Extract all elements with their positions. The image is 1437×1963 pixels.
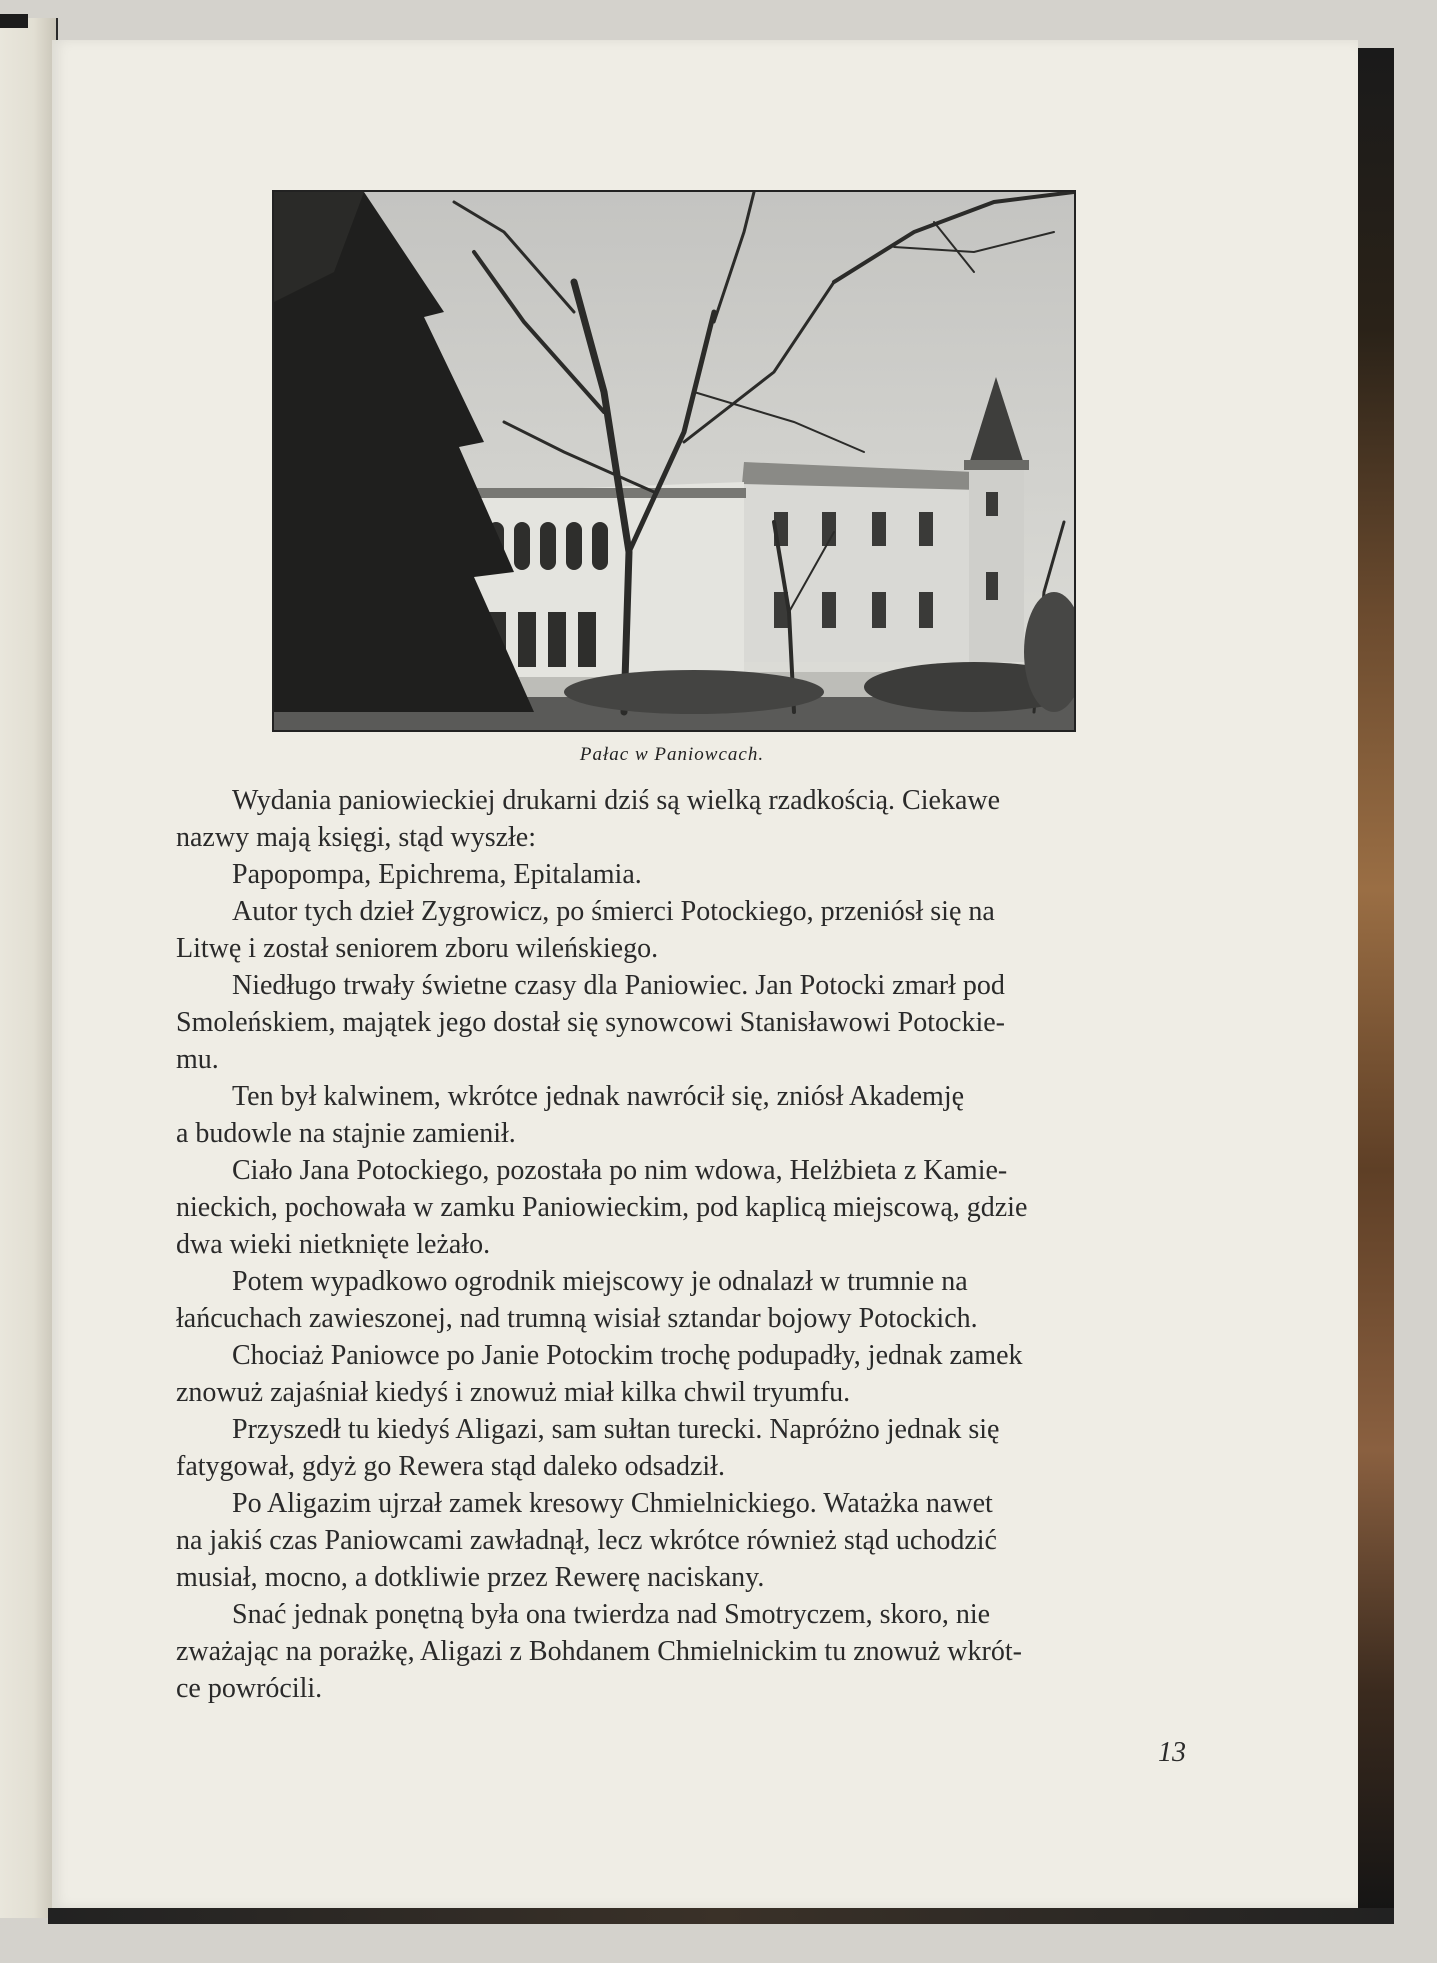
text-line: ce powrócili.	[176, 1673, 323, 1704]
book-spine-right	[1358, 48, 1394, 1918]
book-bottom-edge	[48, 1908, 1394, 1924]
text-line: Smoleńskiem, majątek jego dostał się synowcowi Stanisławowi Potockie-	[176, 1007, 1005, 1038]
text-line: musiał, mocno, a dotkliwie przez Rewerę naciskany.	[176, 1562, 765, 1593]
text-line: Po Aligazim ujrzał zamek kresowy Chmielnickiego. Watażka nawet	[232, 1488, 993, 1519]
book-page	[52, 40, 1358, 1908]
text-line: Ciało Jana Potockiego, pozostała po nim wdowa, Helżbieta z Kamie-	[232, 1155, 1008, 1186]
text-line: Potem wypadkowo ogrodnik miejscowy je odnalazł w trumnie na	[232, 1266, 968, 1297]
text-line: Ten był kalwinem, wkrótce jednak nawrócił się, zniósł Akademję	[232, 1081, 965, 1112]
text-line: zważając na porażkę, Aligazi z Bohdanem Chmielnickim tu znowuż wkrót-	[176, 1636, 1022, 1667]
photo-caption: Pałac w Paniowcach.	[579, 744, 765, 765]
palace-photograph	[272, 190, 1076, 732]
text-line: Chociaż Paniowce po Janie Potockim trochę podupadły, jednak zamek	[232, 1340, 1023, 1371]
page-number: 13	[1158, 1737, 1186, 1768]
text-line: nazwy mają księgi, stąd wyszłe:	[176, 822, 537, 853]
text-line: Snać jednak ponętną była ona twierdza nad Smotryczem, skoro, nie	[232, 1599, 991, 1630]
text-line: Przyszedł tu kiedyś Aligazi, sam sułtan turecki. Napróżno jednak się	[232, 1414, 1000, 1445]
text-line: Wydania paniowieckiej drukarni dziś są wielką rzadkością. Ciekawe	[232, 785, 1001, 816]
book-corner	[0, 14, 28, 28]
text-line: dwa wieki nietknięte leżało.	[176, 1229, 491, 1260]
text-line: znowuż zajaśniał kiedyś i znowuż miał kilka chwil tryumfu.	[176, 1377, 851, 1408]
text-line: nieckich, pochowała w zamku Paniowieckim, pod kaplicą miejscową, gdzie	[176, 1192, 1028, 1223]
text-line: fatygował, gdyż go Rewera stąd daleko odsadził.	[176, 1451, 725, 1482]
text-line: na jakiś czas Paniowcami zawładnął, lecz wkrótce również stąd uchodzić	[176, 1525, 997, 1556]
text-line: Litwę i został seniorem zboru wileńskiego.	[176, 933, 659, 964]
text-line: mu.	[176, 1044, 219, 1075]
text-line: Autor tych dzieł Zygrowicz, po śmierci Potockiego, przeniósł się na	[232, 896, 995, 927]
book-cover-left	[0, 18, 58, 1918]
text-line: Papopompa, Epichrema, Epitalamia.	[232, 859, 642, 890]
text-line: a budowle na stajnie zamienił.	[176, 1118, 516, 1149]
text-line: łańcuchach zawieszonej, nad trumną wisiał sztandar bojowy Potockich.	[176, 1303, 978, 1334]
text-line: Niedługo trwały świetne czasy dla Paniowiec. Jan Potocki zmarł pod	[232, 970, 1005, 1001]
